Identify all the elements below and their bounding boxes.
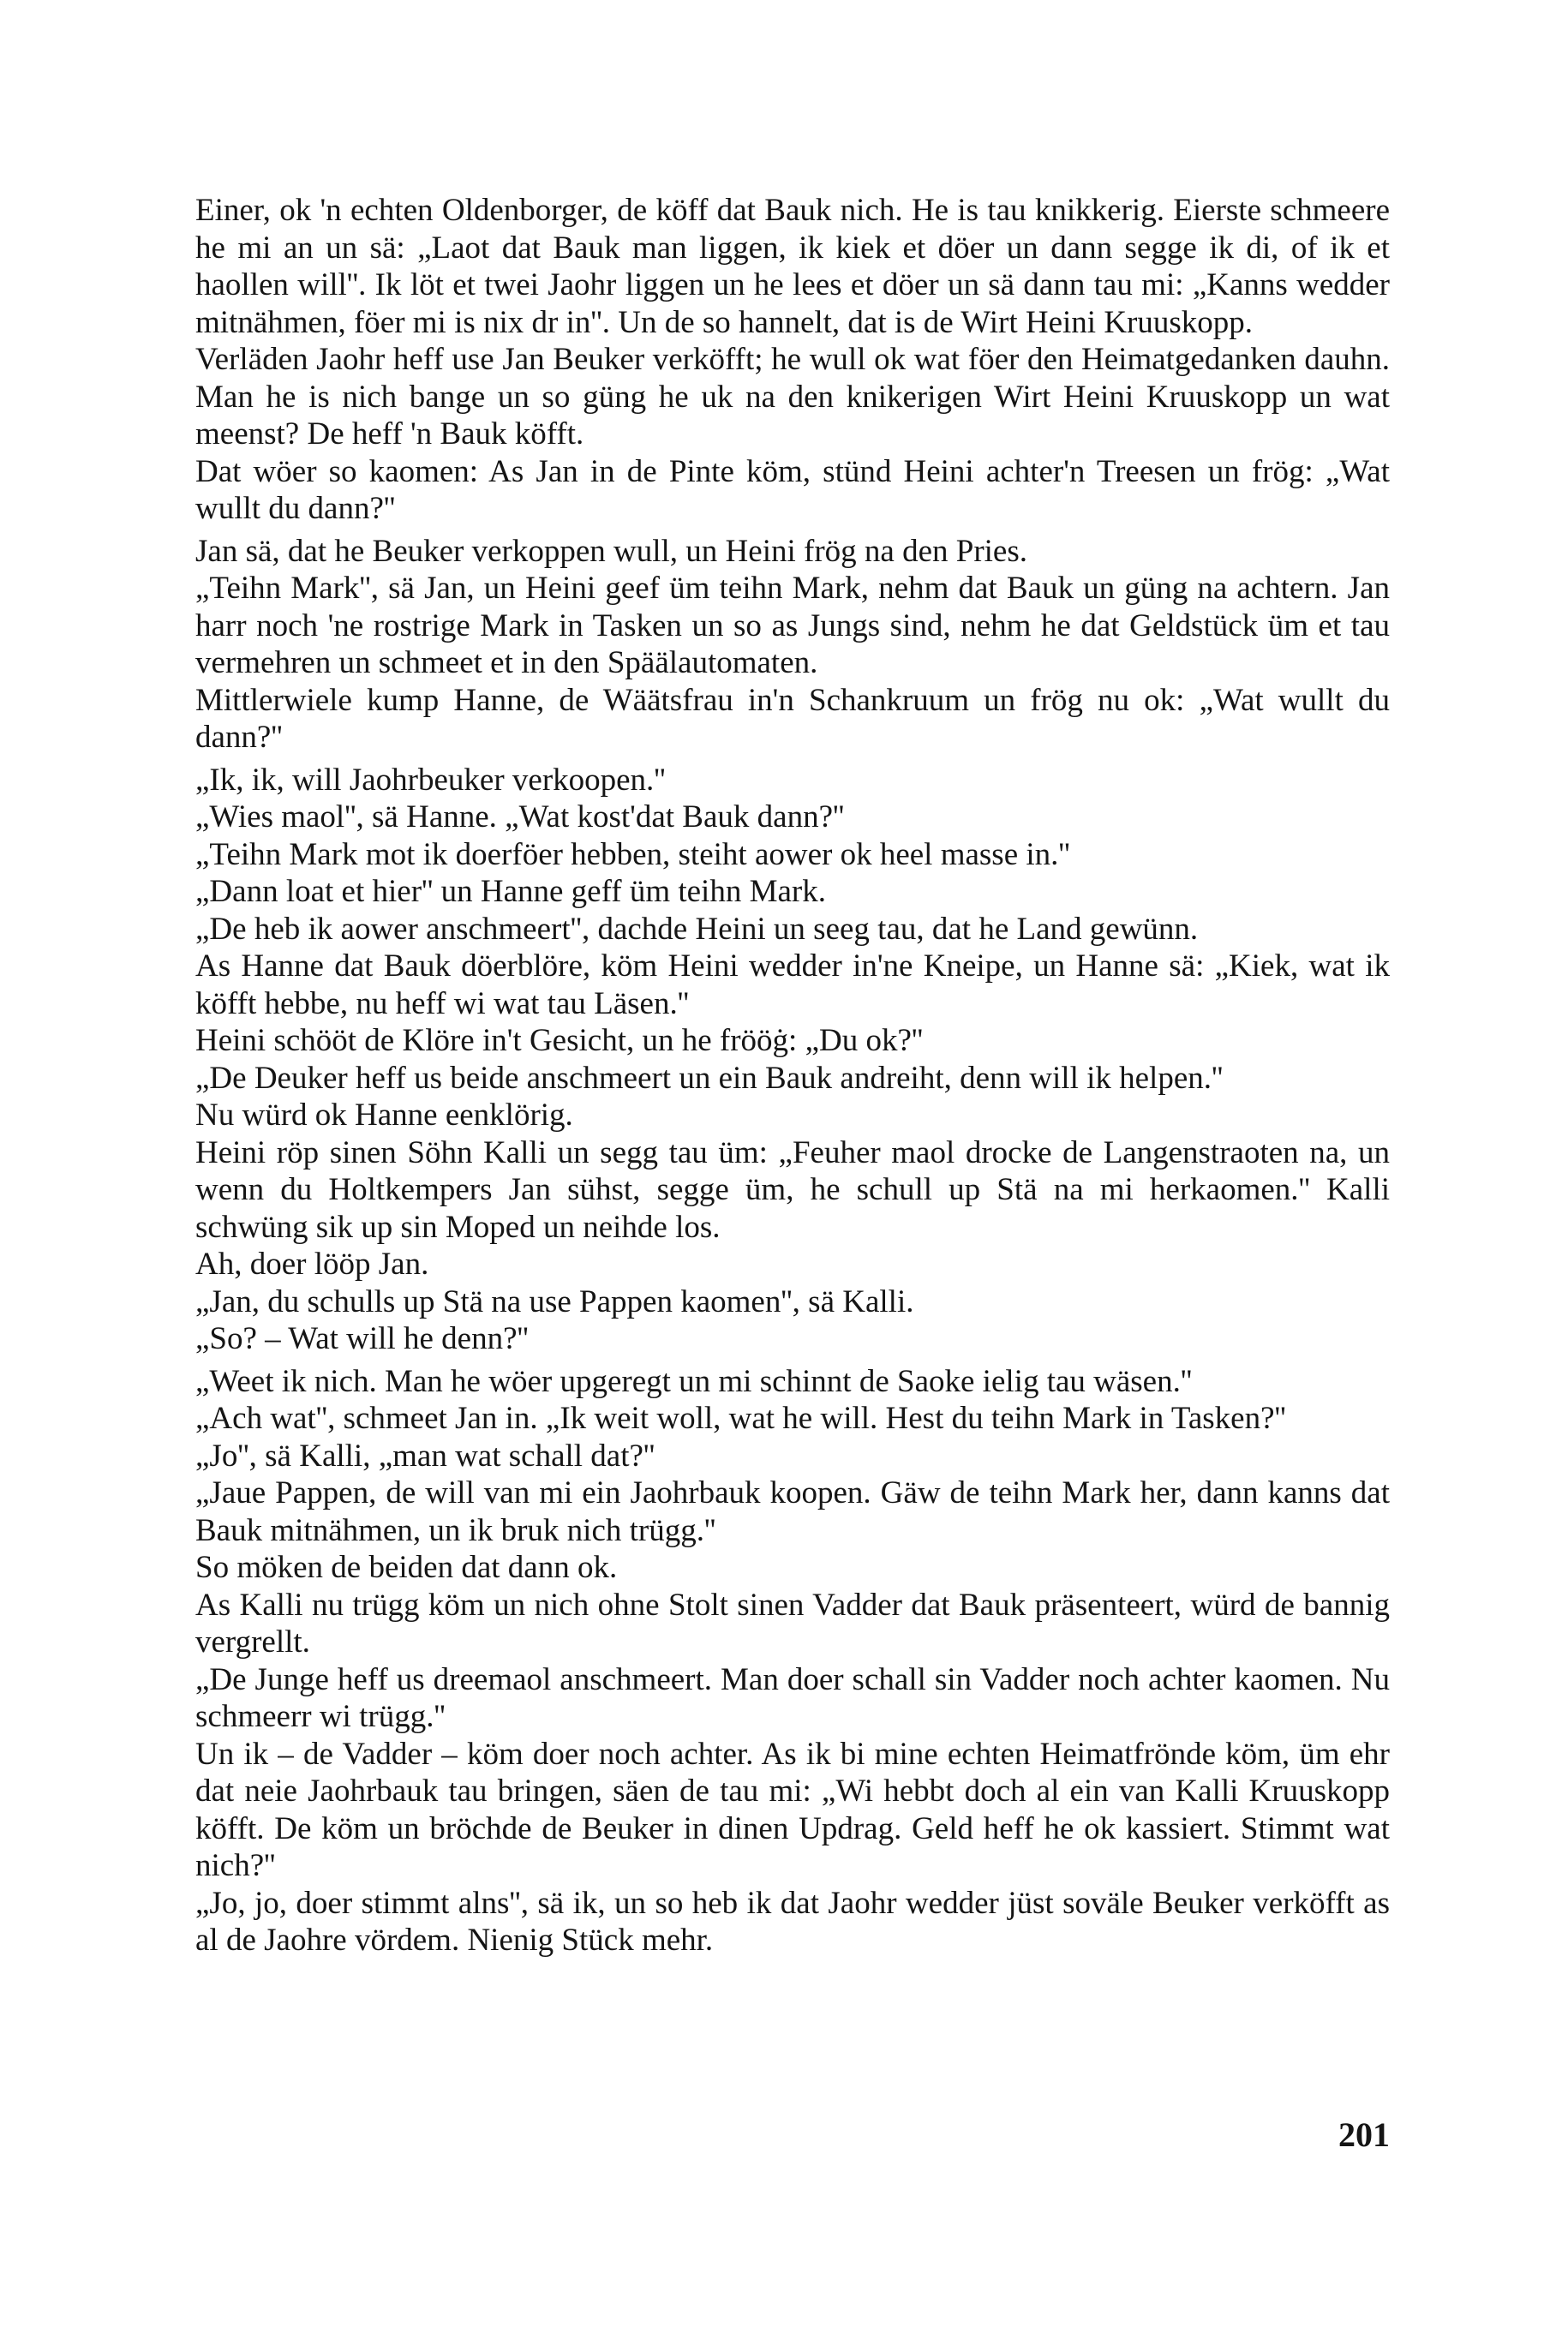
paragraph: „De Junge heff us dreemaol anschmeert. Man doer schall sin Vadder noch achter kaomen. Nu schmeerr wi trügg.'' bbox=[195, 1661, 1390, 1734]
paragraph: „Dann loat et hier'' un Hanne geff üm teihn Mark. bbox=[195, 874, 826, 909]
paragraph: Einer, ok 'n echten Oldenborger, de köff dat Bauk nich. He is tau knikkerig. Eierste schmeere he mi an un sä: „Laot dat Bauk man liggen, ik kiek et döer un dann segge ik di, of ik et haollen will''. Ik löt et twei Jaohr liggen un he lees et döer un sä dann tau mi: „Kanns wedder mitnähmen, föer mi is nix dr in''. Un de so hannelt, dat is de Wirt Heini Kruuskopp. bbox=[195, 193, 1390, 340]
paragraph: „Jaue Pappen, de will van mi ein Jaohrbauk koopen. Gäw de teihn Mark her, dann kanns dat Bauk mitnähmen, un ik bruk nich trügg.'' bbox=[195, 1475, 1390, 1548]
paragraph: „Jan, du schulls up Stä na use Pappen kaomen'', sä Kalli. bbox=[195, 1283, 914, 1319]
paragraph: Mittlerwiele kump Hanne, de Wäätsfrau in'n Schankruum un frög nu ok: „Wat wullt du dann?'' bbox=[195, 682, 1390, 755]
paragraph: „So? – Wat will he denn?'' bbox=[195, 1321, 529, 1356]
page-number: 201 bbox=[1338, 2115, 1390, 2154]
paragraph: So möken de beiden dat dann ok. bbox=[195, 1550, 618, 1585]
book-page bbox=[195, 192, 1390, 2317]
paragraph: Dat wöer so kaomen: As Jan in de Pinte köm, stünd Heini achter'n Treesen un frög: „Wat wullt du dann?'' bbox=[195, 453, 1390, 526]
paragraph: „Teihn Mark mot ik doerföer hebben, steiht aower ok heel masse in.'' bbox=[195, 836, 1070, 872]
paragraph: „Ik, ik, will Jaohrbeuker verkoopen.'' bbox=[195, 762, 666, 798]
paragraph: „Wies maol'', sä Hanne. „Wat kost'dat Bauk dann?'' bbox=[195, 799, 845, 834]
paragraph: Nu würd ok Hanne eenklörig. bbox=[195, 1098, 573, 1133]
paragraph: Heini schööt de Klöre in't Gesicht, un he frööġ: „Du ok?'' bbox=[195, 1023, 924, 1058]
paragraph: Jan sä, dat he Beuker verkoppen wull, un Heini frög na den Pries. bbox=[195, 533, 1027, 569]
paragraph: Un ik – de Vadder – köm doer noch achter. As ik bi mine echten Heimatfrönde köm, üm ehr dat neie Jaohrbauk tau bringen, säen de tau mi: „Wi hebbt doch al ein van Kalli Kruuskopp köfft. De köm un bröchde de Beuker in dinen Updrag. Geld heff he ok kassiert. Stimmt wat nich?'' bbox=[195, 1736, 1390, 1883]
paragraph: Verläden Jaohr heff use Jan Beuker verköfft; he wull ok wat föer den Heimatgedanken dauhn. Man he is nich bange un so güng he uk na den knikerigen Wirt Heini Kruuskopp un wat meenst? De heff 'n Bauk köfft. bbox=[195, 342, 1390, 452]
paragraph: Ah, doer lööp Jan. bbox=[195, 1247, 429, 1282]
paragraph: As Hanne dat Bauk döerblöre, köm Heini wedder in'ne Kneipe, un Hanne sä: „Kiek, wat ik köfft hebbe, nu heff wi wat tau Läsen.'' bbox=[195, 948, 1390, 1021]
paragraph: „De heb ik aower anschmeert'', dachde Heini un seeg tau, dat he Land gewünn. bbox=[195, 911, 1199, 947]
paragraph: „Jo'', sä Kalli, „man wat schall dat?'' bbox=[195, 1438, 655, 1474]
paragraph: „Teihn Mark'', sä Jan, un Heini geef üm teihn Mark, nehm dat Bauk un güng na achtern. Jan harr noch 'ne rostrige Mark in Tasken un so as Jungs sind, nehm he dat Geldstück üm et tau vermehren un schmeet et in den Späälautomaten. bbox=[195, 571, 1390, 680]
paragraph: „Weet ik nich. Man he wöer upgeregt un mi schinnt de Saoke ielig tau wäsen.'' bbox=[195, 1363, 1193, 1399]
paragraph: „Jo, jo, doer stimmt alns'', sä ik, un so heb ik dat Jaohr wedder jüst soväle Beuker verköfft as al de Jaohre vördem. Nienig Stück mehr. bbox=[195, 1885, 1390, 1958]
paragraph: As Kalli nu trügg köm un nich ohne Stolt sinen Vadder dat Bauk präsenteert, würd de bannig vergrellt. bbox=[195, 1587, 1390, 1660]
paragraph: „Ach wat'', schmeet Jan in. „Ik weit woll, wat he will. Hest du teihn Mark in Tasken?'' bbox=[195, 1401, 1286, 1436]
paragraph: „De Deuker heff us beide anschmeert un ein Bauk andreiht, denn will ik helpen.'' bbox=[195, 1060, 1224, 1096]
paragraph: Heini röp sinen Söhn Kalli un segg tau üm: „Feuher maol drocke de Langenstraoten na, un wenn du Holtkempers Jan sühst, segge üm, he schull up Stä na mi herkaomen.'' Kalli schwüng sik up sin Moped un neihde los. bbox=[195, 1134, 1390, 1245]
body-text bbox=[195, 192, 1390, 1959]
